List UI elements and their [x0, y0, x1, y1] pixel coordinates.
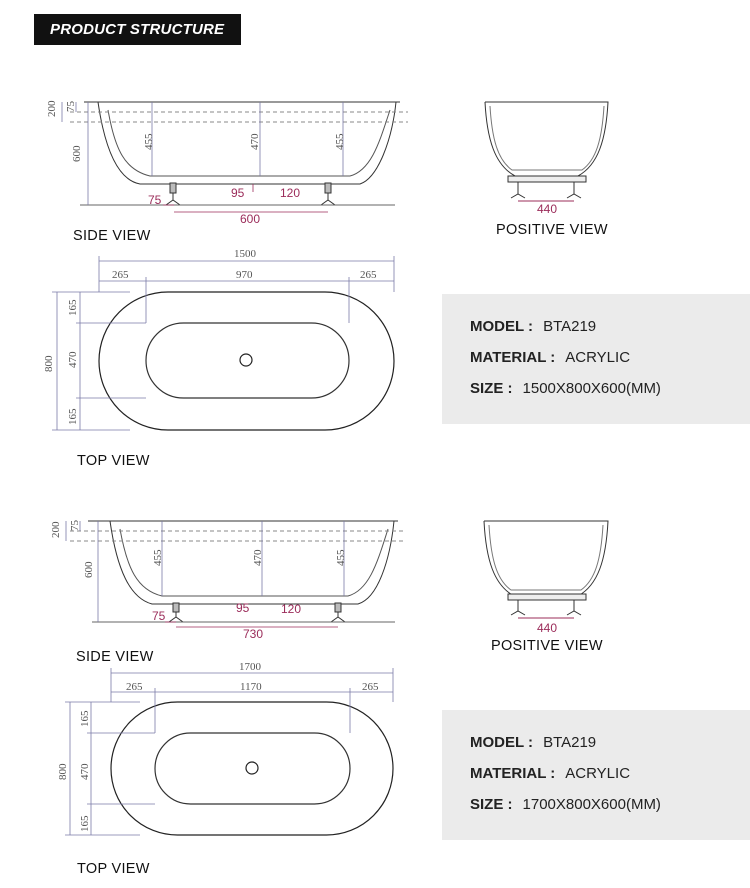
dim-total-length: 1700: [239, 661, 261, 673]
top-view-label-2: TOP VIEW: [77, 861, 150, 877]
dim-470-width: 470: [67, 351, 79, 368]
spec-box-1: [442, 294, 750, 424]
dim-75-foot: 75: [152, 609, 166, 623]
top-view-label-1: TOP VIEW: [77, 453, 150, 469]
dim-75: 75: [69, 520, 81, 531]
dim-265-right: 265: [360, 269, 377, 281]
dim-440-1: 440: [537, 202, 558, 216]
dim-165-bottom: 165: [79, 815, 91, 832]
spec-model-label: MODEL :: [470, 734, 534, 751]
dim-120: 120: [280, 186, 301, 200]
spec-material-label: MATERIAL :: [470, 765, 556, 782]
side-view-dimension-labels-1: [46, 100, 346, 226]
positive-view-label-1: POSITIVE VIEW: [496, 222, 608, 238]
spec-size-value: 1500X800X600(MM): [522, 380, 661, 397]
spec-model-row: [470, 318, 596, 335]
dim-200: 200: [46, 100, 58, 117]
spec-material-value: ACRYLIC: [565, 349, 631, 366]
top-view-drawing-1: [99, 292, 394, 430]
top-view-drawing-2: [111, 702, 393, 835]
spec-size-label: SIZE :: [470, 796, 513, 813]
dim-75-foot: 75: [148, 193, 162, 207]
dim-470-width: 470: [79, 763, 91, 780]
spec-material-row: [470, 349, 630, 366]
spec-box-2: [442, 710, 750, 840]
dim-total-length: 1500: [234, 248, 256, 260]
positive-view-drawing-2: [484, 521, 608, 618]
dim-inner-length: 970: [236, 269, 253, 281]
dim-455-right: 455: [335, 549, 347, 566]
dim-470: 470: [249, 133, 261, 150]
dim-165-top: 165: [67, 299, 79, 316]
spec-material-value: ACRYLIC: [565, 765, 631, 782]
dim-455-right: 455: [334, 133, 346, 150]
dim-200: 200: [50, 521, 62, 538]
dim-foot-span: 730: [243, 627, 264, 641]
positive-view-drawing-1: [485, 102, 608, 201]
dim-95: 95: [231, 186, 245, 200]
dim-165-bottom: 165: [67, 408, 79, 425]
dim-165-top: 165: [79, 710, 91, 727]
top-view-dimension-labels-2: [57, 661, 379, 832]
top-view-dimension-lines-1: [52, 256, 394, 430]
dim-120: 120: [281, 602, 302, 616]
spec-size-row: [470, 796, 661, 813]
spec-size-row: [470, 380, 661, 397]
spec-size-label: SIZE :: [470, 380, 513, 397]
dim-800: 800: [43, 355, 55, 372]
top-view-dimension-lines-2: [65, 668, 393, 835]
spec-model-value: BTA219: [543, 734, 597, 751]
dim-inner-length: 1170: [240, 681, 262, 693]
spec-material-row: [470, 765, 630, 782]
side-view-dimension-lines-1: [62, 102, 343, 212]
spec-material-label: MATERIAL :: [470, 349, 556, 366]
dim-455-left: 455: [152, 549, 164, 566]
spec-model-label: MODEL :: [470, 318, 534, 335]
dim-75: 75: [65, 101, 77, 112]
spec-model-row: [470, 734, 596, 751]
side-view-label-1: SIDE VIEW: [73, 228, 151, 244]
side-view-dimension-labels-2: [50, 520, 347, 642]
dim-265-left: 265: [126, 681, 143, 693]
dim-265-right: 265: [362, 681, 379, 693]
section-header: PRODUCT STRUCTURE: [34, 14, 241, 45]
dim-800: 800: [57, 763, 69, 780]
spec-size-value: 1700X800X600(MM): [522, 796, 661, 813]
dim-455-left: 455: [143, 133, 155, 150]
dim-265-left: 265: [112, 269, 129, 281]
spec-model-value: BTA219: [543, 318, 597, 335]
side-view-dimension-lines-2: [66, 521, 344, 627]
dim-600: 600: [71, 145, 83, 162]
dim-95: 95: [236, 601, 250, 615]
dim-600: 600: [83, 561, 95, 578]
side-view-label-2: SIDE VIEW: [76, 649, 154, 665]
positive-view-label-2: POSITIVE VIEW: [491, 638, 603, 654]
dim-470: 470: [252, 549, 264, 566]
dim-440-2: 440: [537, 621, 558, 635]
dim-foot-span: 600: [240, 212, 261, 226]
